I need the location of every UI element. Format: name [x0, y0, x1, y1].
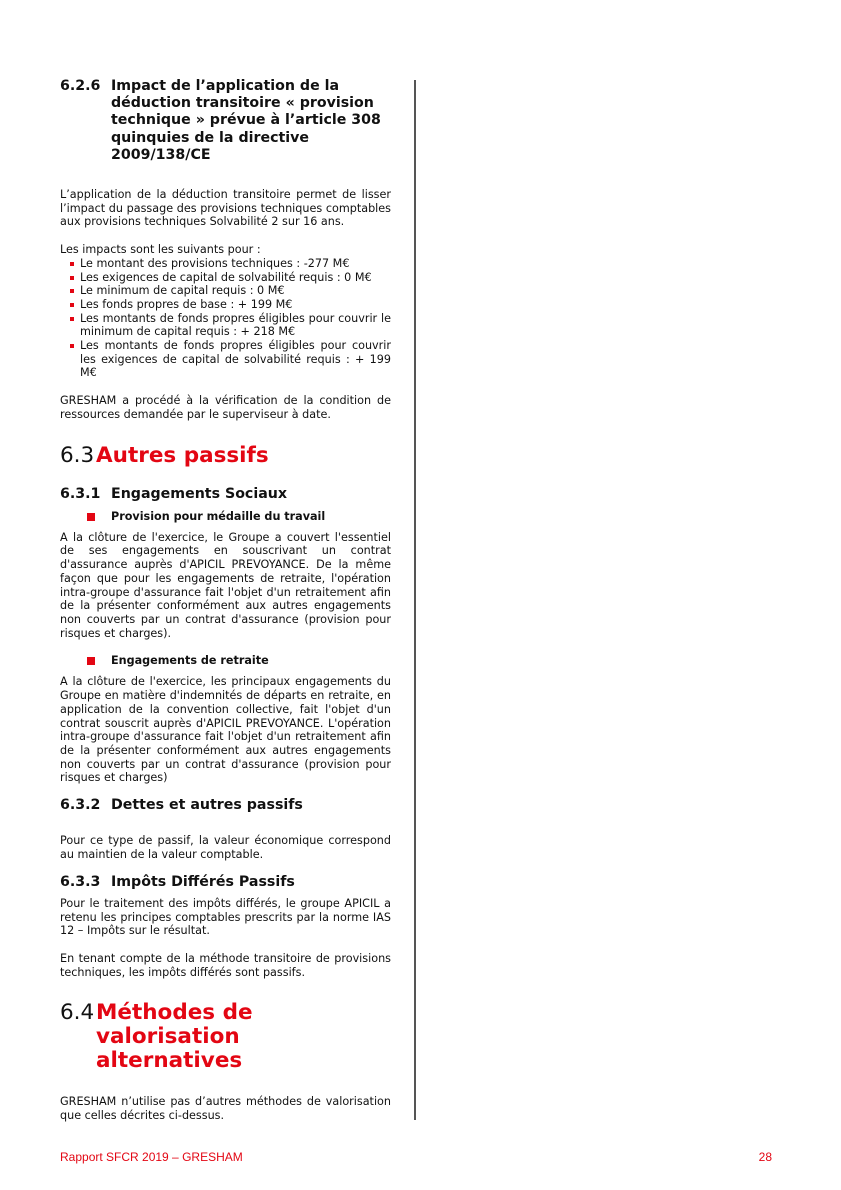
heading-line: quinquies de la directive	[111, 129, 310, 146]
heading-title: Engagements Sociaux	[111, 485, 288, 502]
subheading-title: Provision pour médaille du travail	[111, 509, 326, 523]
heading-line: 2009/138/CE	[111, 146, 211, 163]
heading-number: 6.3	[60, 442, 95, 468]
heading-title: Autres passifs	[96, 442, 269, 468]
red-square-bullet-icon	[87, 657, 95, 665]
page-number: 28	[758, 1150, 772, 1164]
paragraph: Pour le traitement des impôts différés, le groupe APICIL a retenu les principes comptables prescrits par la norme IAS 12 – Impôts sur le résultat.	[60, 896, 391, 938]
paragraph: GRESHAM a procédé à la vérification de la condition de ressources demandée par le superviseur à date.	[60, 394, 391, 421]
heading-number: 6.3.1	[60, 485, 101, 502]
list-item: Les montants de fonds propres éligibles pour couvrir les exigences de capital de solvabilité requis : + 199 M€	[70, 339, 391, 380]
paragraph: En tenant compte de la méthode transitoire de provisions techniques, les impôts différés sont passifs.	[60, 951, 391, 979]
impacts-list	[60, 257, 391, 380]
list-item: Les montants de fonds propres éligibles pour couvrir le minimum de capital requis : + 218 M€	[70, 312, 391, 339]
heading-6-2-6	[60, 78, 391, 164]
heading-title: Dettes et autres passifs	[111, 797, 303, 814]
heading-6-3	[60, 444, 391, 468]
heading-6-3-1	[60, 486, 391, 503]
heading-title	[111, 78, 381, 164]
heading-number: 6.4	[60, 1000, 95, 1026]
footer-title: Rapport SFCR 2019 – GRESHAM	[60, 1150, 243, 1164]
paragraph: GRESHAM n’utilise pas d’autres méthodes de valorisation que celles décrites ci-dessus.	[60, 1095, 391, 1123]
heading-line: Impact de l’application de la	[111, 78, 340, 94]
list-item: Le montant des provisions techniques : -277 M€	[70, 257, 391, 271]
heading-line: déduction transitoire « provision	[111, 95, 374, 112]
paragraph: A la clôture de l'exercice, le Groupe a couvert l'essentiel de ses engagements en souscrivant un contrat d'assurance auprès d'APICIL PREVOYANCE. De la même façon que pour les engagements de retraite, l'opération intra-groupe d'assurance fait l'objet d'un retraitement afin de la présenter conformément aux autres engagements non couverts par un contrat d'assurance (provision pour risques et charges).	[60, 530, 391, 640]
paragraph: L’application de la déduction transitoire permet de lisser l’impact du passage des provisions techniques comptables aux provisions techniques Solvabilité 2 sur 16 ans.	[60, 188, 391, 229]
red-square-bullet-icon	[87, 513, 95, 521]
heading-number: 6.3.3	[60, 873, 101, 890]
subheading-retraite	[60, 654, 391, 668]
paragraph: Pour ce type de passif, la valeur économique correspond au maintien de la valeur comptable.	[60, 834, 391, 861]
heading-6-3-2	[60, 797, 391, 814]
heading-title	[96, 1001, 391, 1073]
column-divider	[414, 80, 416, 1120]
heading-number: 6.2.6	[60, 78, 101, 94]
page-footer	[60, 1150, 772, 1164]
subheading-title: Engagements de retraite	[111, 654, 269, 668]
heading-6-3-3	[60, 874, 391, 891]
paragraph: A la clôture de l'exercice, les principaux engagements du Groupe en matière d'indemnités de départs en retraite, en application de la convention collective, fait l'objet d'un contrat souscrit auprès d'APICIL PREVOYANCE. L'opération intra-groupe d'assurance fait l'objet d'un retraitement afin de la présenter conformément aux autres engagements non couverts par un contrat d'assurance (provision pour risques et charges)	[60, 675, 391, 785]
heading-line: alternatives	[96, 1048, 243, 1074]
heading-line: technique » prévue à l’article 308	[111, 112, 381, 129]
main-column	[60, 78, 391, 1123]
list-item: Les exigences de capital de solvabilité requis : 0 M€	[70, 271, 391, 285]
heading-line: Méthodes de valorisation	[96, 1000, 253, 1050]
list-item: Le minimum de capital requis : 0 M€	[70, 284, 391, 298]
list-item: Les fonds propres de base : + 199 M€	[70, 298, 391, 312]
subheading-medaille	[60, 510, 391, 524]
heading-title: Impôts Différés Passifs	[111, 873, 295, 890]
heading-number: 6.3.2	[60, 797, 101, 814]
impacts-intro: Les impacts sont les suivants pour :	[60, 243, 261, 257]
heading-6-4	[60, 1001, 391, 1073]
